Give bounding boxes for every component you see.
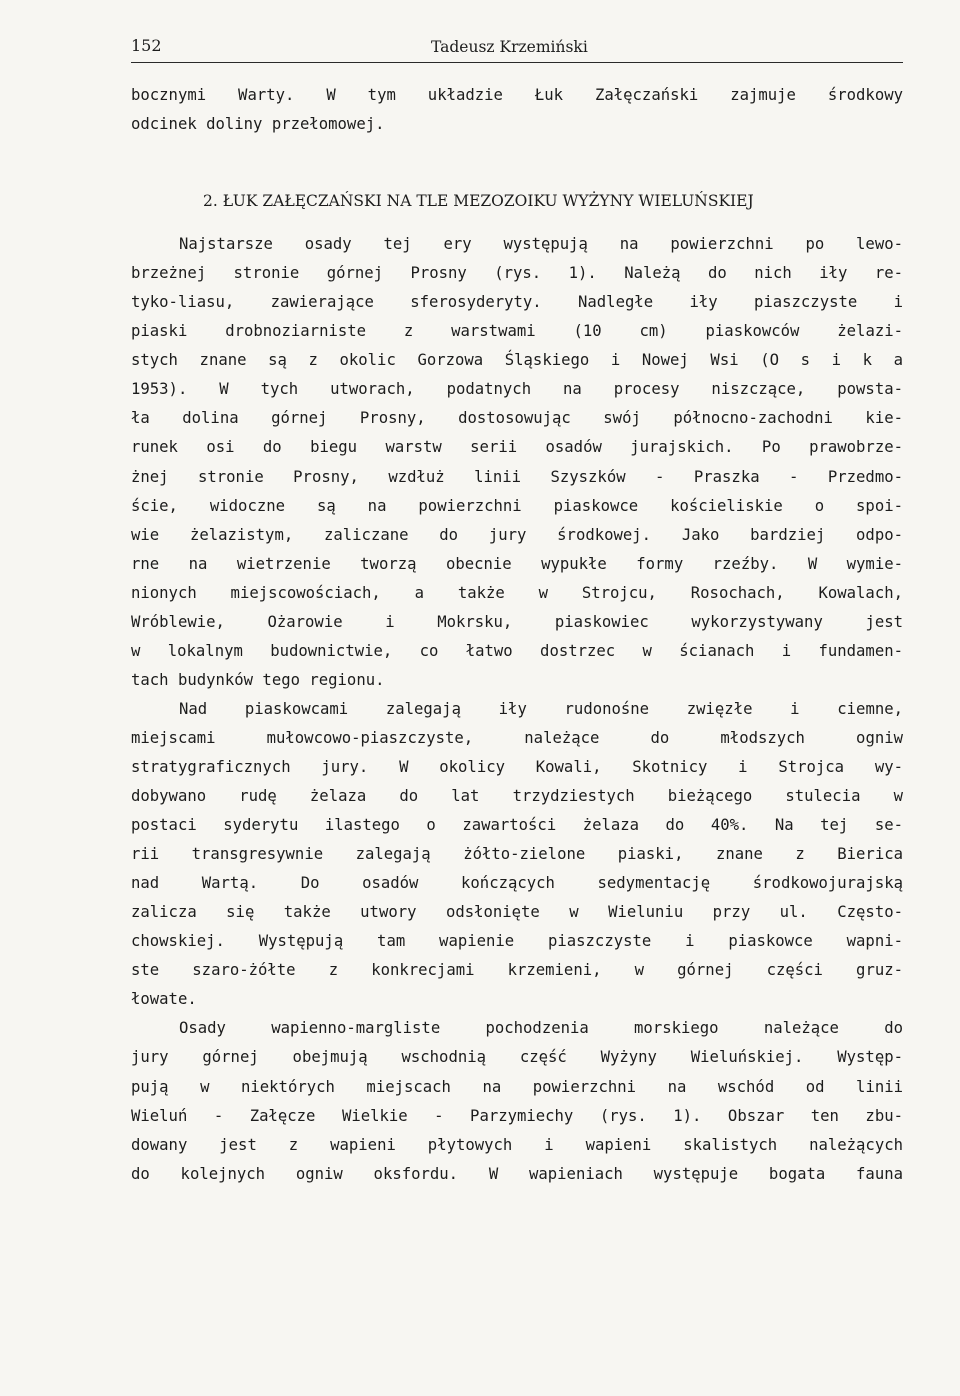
text-line: zalicza się także utwory odsłonięte w Wieluniu przy ul. Często- — [131, 903, 903, 922]
text-line: odcinek doliny przełomowej. — [131, 115, 385, 134]
text-line: pują w niektórych miejscach na powierzchni na wschód od linii — [131, 1077, 903, 1096]
text-line: dowany jest z wapieni płytowych i wapieni skalistych należących — [131, 1135, 903, 1154]
text-line: nionych miejscowościach, a także w Strojcu, Rosochach, Kowalach, — [131, 583, 903, 602]
text-line: Wróblewie, Ożarowie i Mokrsku, piaskowiec wykorzystywany jest — [131, 612, 903, 631]
text-line: postaci syderytu ilastego o zawartości żelaza do 40%. Na tej se- — [131, 816, 903, 835]
text-line: chowskiej. Występują tam wapienie piaszczyste i piaskowce wapni- — [131, 932, 903, 951]
text-line: łowate. — [131, 990, 197, 1009]
running-header — [131, 32, 903, 63]
text-line: w lokalnym budownictwie, co łatwo dostrzec w ścianach i fundamen- — [131, 641, 903, 660]
text-line: 1953). W tych utworach, podatnych na procesy niszczące, powsta- — [131, 380, 903, 399]
running-head-author: Tadeusz Krzemiński — [431, 38, 588, 56]
text-line: ście, widoczne są na powierzchni piaskowce kościeliskie o spoi- — [131, 496, 903, 515]
text-line: wie żelazistym, zaliczane do jury środkowej. Jako bardziej odpo- — [131, 525, 903, 544]
page-number: 152 — [131, 36, 162, 55]
text-line: rne na wietrzenie tworzą obecnie wypukłe formy rzeźby. W wymie- — [131, 554, 903, 573]
text-line: piaski drobnoziarniste z warstwami (10 cm) piaskowców żelazi- — [131, 322, 903, 341]
text-line: stratygraficznych jury. W okolicy Kowali, Skotnicy i Strojca wy- — [131, 757, 903, 776]
text-line: tyko-liasu, zawierające sferosyderyty. Nadległe iły piaszczyste i — [131, 293, 903, 312]
text-line: ła dolina górnej Prosny, dostosowując swój północno-zachodni kie- — [131, 409, 903, 428]
text-line: Wieluń - Załęcze Wielkie - Parzymiechy (rys. 1). Obszar ten zbu- — [131, 1106, 903, 1125]
text-line: dobywano rudę żelaza do lat trzydziestych bieżącego stulecia w — [131, 787, 903, 806]
text-line: runek osi do biegu warstw serii osadów jurajskich. Po prawobrze- — [131, 438, 903, 457]
section-heading: 2. ŁUK ZAŁĘCZAŃSKI NA TLE MEZOZOIKU WYŻYNY WIELUŃSKIEJ — [203, 192, 754, 211]
text-line: jury górnej obejmują wschodnią część Wyżyny Wieluńskiej. Występ- — [131, 1048, 903, 1067]
text-line: nad Wartą. Do osadów kończących sedymentację środkowojurajską — [131, 874, 903, 893]
text-line: bocznymi Warty. W tym układzie Łuk Załęczański zajmuje środkowy — [131, 86, 903, 104]
text-line: stych znane są z okolic Gorzowa Śląskiego i Nowej Wsi (O s i k a — [131, 351, 903, 370]
body-text — [131, 81, 903, 1189]
text-line: Najstarsze osady tej ery występują na powierzchni po lewo- — [179, 235, 903, 254]
text-line: Nad piaskowcami zalegają iły rudonośne zwięzłe i ciemne, — [179, 699, 903, 718]
text-line: rii transgresywnie zalegają żółto-zielone piaski, znane z Bierica — [131, 845, 903, 864]
text-line: ste szaro-żółte z konkrecjami krzemieni, w górnej części gruz- — [131, 961, 903, 980]
text-line: do kolejnych ogniw oksfordu. W wapieniach występuje bogata fauna — [131, 1164, 903, 1183]
text-line: brzeżnej stronie górnej Prosny (rys. 1). Należą do nich iły re- — [131, 264, 903, 283]
text-line: tach budynków tego regionu. — [131, 670, 385, 689]
text-line: miejscami mułowcowo-piaszczyste, należące do młodszych ogniw — [131, 728, 903, 747]
text-line: Osady wapienno-margliste pochodzenia morskiego należące do — [179, 1019, 903, 1038]
text-line: żnej stronie Prosny, wzdłuż linii Szyszków - Praszka - Przedmo- — [131, 467, 903, 486]
